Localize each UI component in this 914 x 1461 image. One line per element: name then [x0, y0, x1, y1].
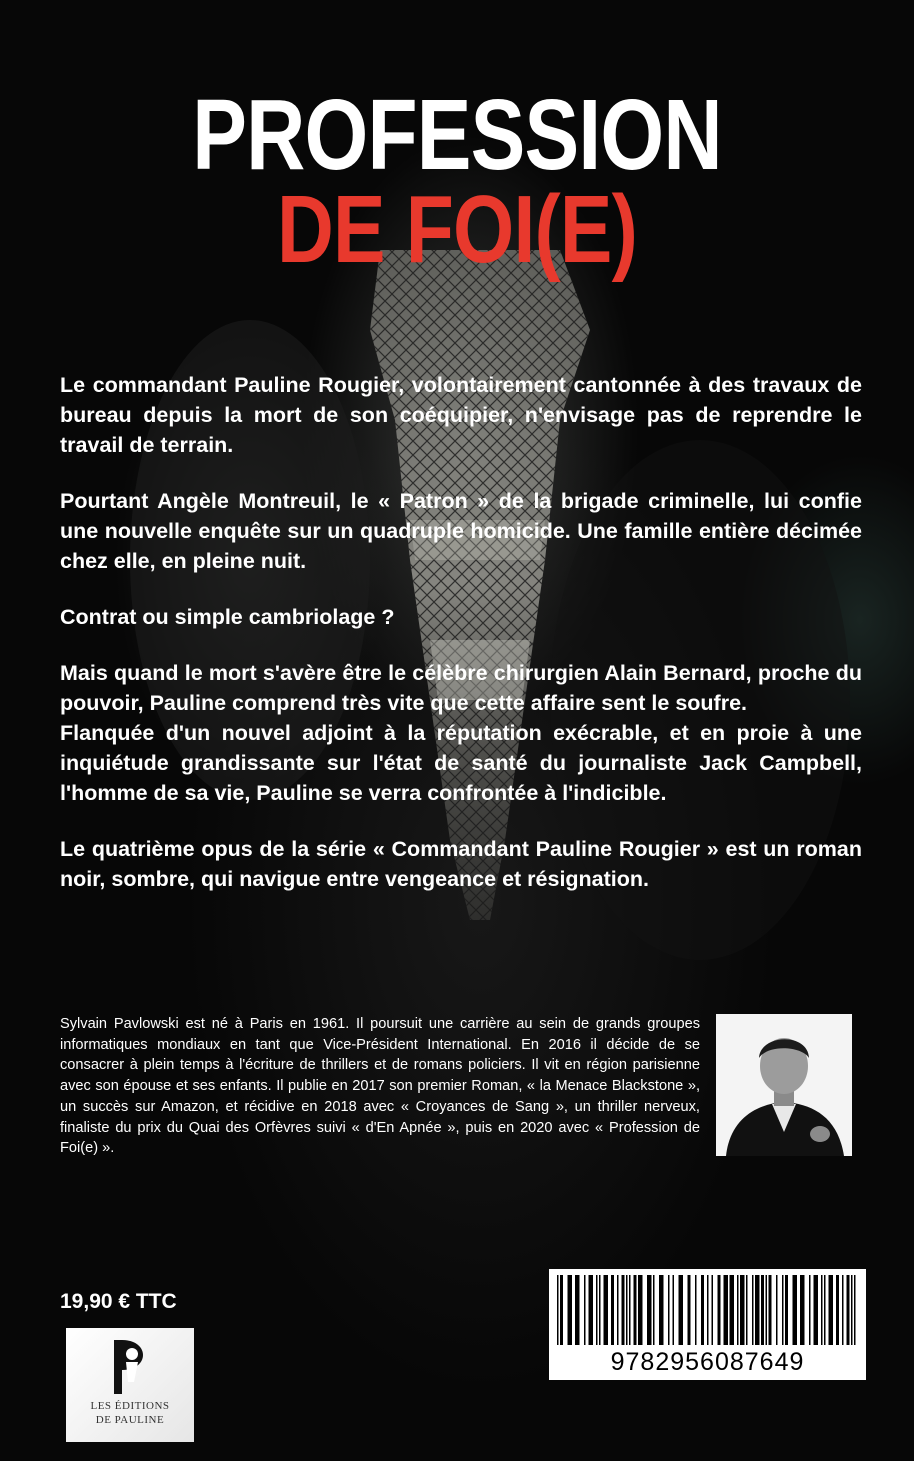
publisher-logo — [66, 1328, 194, 1442]
barcode-bar — [761, 1275, 764, 1345]
barcode-bar — [776, 1275, 778, 1345]
barcode-bar — [604, 1275, 609, 1345]
price-label: 19,90 € TTC — [60, 1290, 177, 1313]
barcode-bar — [599, 1275, 601, 1345]
barcode-bar — [842, 1275, 844, 1345]
barcode-bar — [782, 1275, 784, 1345]
author-bio-text: Sylvain Pavlowski est né à Paris en 1961. Il poursuit une carrière au sein de grands groupes informatiques mondiaux en tant que Vice-Président International. En 2016 il décide de se consacrer à plein temps à l'écriture de thrillers et de romans policiers. Il vit en région parisienne avec son épouse et ses enfants. Il publie en 2017 son premier Roman, « la Menace Blackstone », un succès sur Amazon, et récidive en 2018 avec « Croyances de Sang », un thriller nerveux, finaliste du prix du Quai des Orfèvres suivi « d'En Apnée », puis en 2020 avec « Profession de Foi(e) ». — [60, 1016, 700, 1157]
barcode-bar — [718, 1275, 721, 1345]
barcode-bar — [730, 1275, 735, 1345]
barcode-bar — [568, 1275, 573, 1345]
barcode-bar — [755, 1275, 760, 1345]
barcode-bar — [809, 1275, 811, 1345]
barcode-bar — [793, 1275, 798, 1345]
barcode-bars — [549, 1269, 866, 1349]
blurb-paragraph-4a: Mais quand le mort s'avère être le célèbre chirurgien Alain Bernard, proche du pouvoir, Pauline comprend très vite que cette affaire sent le soufre. — [60, 661, 862, 715]
back-cover-blurb — [60, 370, 862, 920]
barcode-bar — [724, 1275, 729, 1345]
barcode-bar — [701, 1275, 704, 1345]
author-photo — [716, 1014, 852, 1156]
barcode-bar — [785, 1275, 788, 1345]
isbn-barcode — [549, 1269, 866, 1380]
barcode-bar — [668, 1275, 670, 1345]
blurb-paragraph-4b: Flanquée d'un nouvel adjoint à la réputation exécrable, et en proie à une inquiétude grandissante sur l'état de santé du journaliste Jack Campbell, l'homme de sa vie, Pauline se verra confrontée à l'indicible. — [60, 721, 862, 805]
barcode-bar — [596, 1275, 598, 1345]
blurb-paragraph-5: Le quatrième opus de la série « Commandant Pauline Rougier » est un roman noir, sombre, qui navigue entre vengeance et résignation. — [60, 837, 862, 891]
book-title-line-1: PROFESSION — [192, 79, 722, 191]
barcode-bar — [638, 1275, 643, 1345]
blurb-paragraph-2: Pourtant Angèle Montreuil, le « Patron » de la brigade criminelle, lui confie une nouvelle enquête sur un quadruple homicide. Une famille entière décimée chez elle, en pleine nuit. — [60, 489, 862, 573]
barcode-bar — [611, 1275, 614, 1345]
barcode-bar — [629, 1275, 631, 1345]
publisher-emblem-icon — [110, 1338, 150, 1396]
barcode-bar — [560, 1275, 563, 1345]
author-portrait-icon — [716, 1014, 852, 1156]
barcode-bar — [557, 1275, 559, 1345]
barcode-bar — [851, 1275, 853, 1345]
barcode-bar — [712, 1275, 714, 1345]
barcode-bar — [814, 1275, 819, 1345]
barcode-bar — [653, 1275, 655, 1345]
barcode-bar — [766, 1275, 768, 1345]
barcode-bar — [752, 1275, 754, 1345]
blurb-paragraph-1: Le commandant Pauline Rougier, volontairement cantonnée à des travaux de bureau depuis la mort de son coéquipier, n'envisage pas de reprendre le travail de terrain. — [60, 373, 862, 457]
barcode-bar — [647, 1275, 652, 1345]
barcode-bar — [626, 1275, 628, 1345]
barcode-bar — [575, 1275, 580, 1345]
publisher-name-line-1: LES ÉDITIONS — [90, 1400, 170, 1412]
barcode-bar — [622, 1275, 625, 1345]
author-biography — [60, 1014, 700, 1159]
barcode-bar — [707, 1275, 709, 1345]
book-title-line-2: DE FOI(E) — [277, 176, 637, 283]
barcode-bar — [800, 1275, 805, 1345]
barcode-bar — [847, 1275, 850, 1345]
isbn-number: 9782956087649 — [610, 1348, 805, 1376]
barcode-bar — [769, 1275, 772, 1345]
barcode-bar — [688, 1275, 691, 1345]
blurb-paragraph-3: Contrat ou simple cambriolage ? — [60, 605, 395, 629]
barcode-bar — [740, 1275, 745, 1345]
barcode-bar — [836, 1275, 839, 1345]
barcode-bar — [634, 1275, 637, 1345]
barcode-bar — [821, 1275, 823, 1345]
barcode-bar — [673, 1275, 675, 1345]
barcode-bar — [589, 1275, 594, 1345]
barcode-bar — [695, 1275, 697, 1345]
barcode-bar — [824, 1275, 826, 1345]
barcode-bar — [854, 1275, 856, 1345]
barcode-bar — [746, 1275, 748, 1345]
barcode-bar — [679, 1275, 684, 1345]
barcode-bar — [829, 1275, 834, 1345]
barcode-bar — [584, 1275, 586, 1345]
barcode-bar — [737, 1275, 739, 1345]
barcode-bar — [659, 1275, 664, 1345]
barcode-bar — [617, 1275, 619, 1345]
publisher-name-line-2: DE PAULINE — [95, 1414, 165, 1426]
